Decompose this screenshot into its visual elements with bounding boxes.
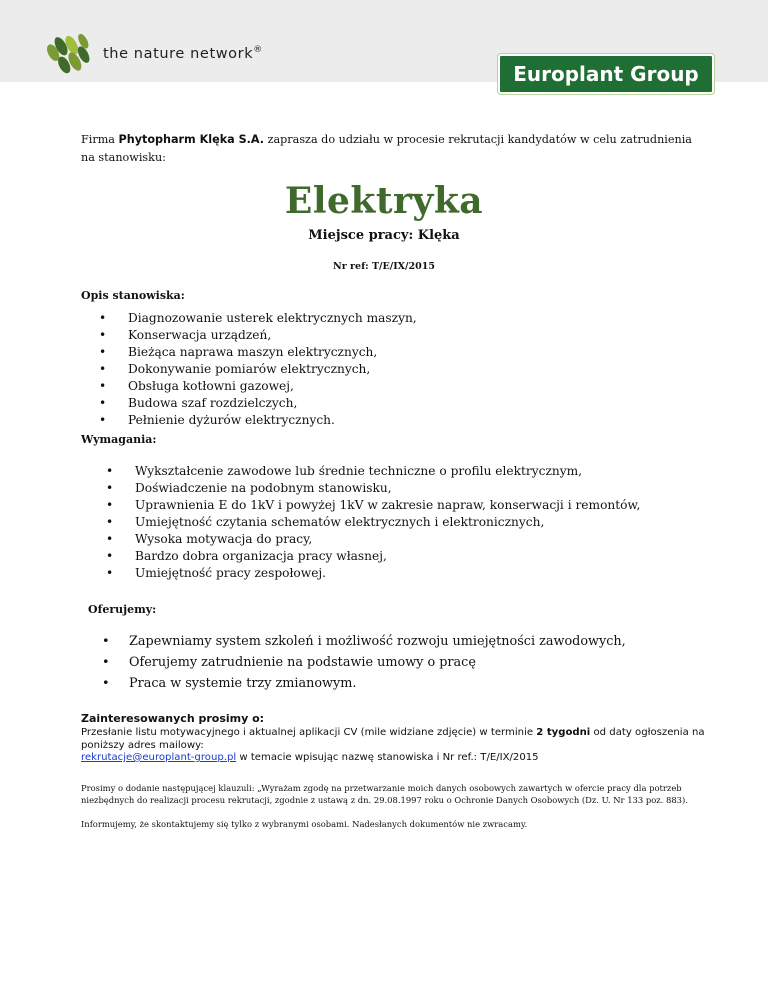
contact-heading: Zainteresowanych prosimy o: [81, 712, 265, 725]
description-heading: Opis stanowiska: [81, 289, 185, 302]
list-item: • Oferujemy zatrudnienie na podstawie umowy o pracę [82, 652, 626, 673]
list-item: • Bieżąca naprawa maszyn elektrycznych, [81, 344, 417, 361]
requirements-heading: Wymagania: [81, 433, 157, 446]
job-title: Elektryka [284, 180, 484, 222]
header-tagline: the nature network® [103, 45, 263, 62]
offer-list [82, 631, 626, 694]
list-item: • Konserwacja urządzeń, [81, 327, 417, 344]
list-item: • Zapewniamy system szkoleń i możliwość rozwoju umiejętności zawodowych, [82, 631, 626, 652]
reference-number: Nr ref: T/E/IX/2015 [333, 261, 435, 272]
list-item: • Diagnozowanie usterek elektrycznych maszyn, [81, 310, 417, 327]
description-list [81, 310, 417, 429]
list-item: • Praca w systemie trzy zmianowym. [82, 673, 626, 694]
email-link[interactable]: rekrutacje@europlant-group.pl [81, 752, 237, 763]
leaf-cluster-logo-icon [44, 30, 100, 78]
closing-notice: Informujemy, że skontaktujemy się tylko z wybranymi osobami. Nadesłanych dokumentów nie zwracamy. [81, 819, 528, 829]
list-item: • Wykształcenie zawodowe lub średnie techniczne o profilu elektrycznym, [88, 463, 640, 480]
brand-badge: Europlant Group [498, 54, 714, 94]
list-item: • Dokonywanie pomiarów elektrycznych, [81, 361, 417, 378]
list-item: • Budowa szaf rozdzielczych, [81, 395, 417, 412]
workplace: Miejsce pracy: Klęka [308, 228, 460, 243]
list-item: • Uprawnienia E do 1kV i powyżej 1kV w zakresie napraw, konserwacji i remontów, [88, 497, 640, 514]
consent-clause: Prosimy o dodanie następującej klauzuli: „Wyrażam zgodę na przetwarzanie moich danych osobowych zawartych w ofercie pracy dla potrzeb niezbędnych do realizacji procesu rekrutacji, zgodnie z ustawą z dn. 29.08.1997 roku o Ochronie Danych Osobowych (Dz. U. Nr 133 poz. 883). [81, 783, 688, 805]
intro-paragraph: Firma Phytopharm Klęka S.A. zaprasza do udziału w procesie rekrutacji kandydatów w celu zatrudnienia na stanowisku: [81, 133, 692, 164]
requirements-list [88, 463, 640, 582]
list-item: • Bardzo dobra organizacja pracy własnej, [88, 548, 640, 565]
deadline: 2 tygodni [536, 727, 591, 738]
list-item: • Pełnienie dyżurów elektrycznych. [81, 412, 417, 429]
list-item: • Doświadczenie na podobnym stanowisku, [88, 480, 640, 497]
company-name: Phytopharm Klęka S.A. [118, 133, 265, 146]
offer-heading: Oferujemy: [88, 603, 157, 616]
list-item: • Obsługa kotłowni gazowej, [81, 378, 417, 395]
list-item: • Umiejętność pracy zespołowej. [88, 565, 640, 582]
list-item: • Wysoka motywacja do pracy, [88, 531, 640, 548]
list-item: • Umiejętność czytania schematów elektrycznych i elektronicznych, [88, 514, 640, 531]
contact-paragraph: Przesłanie listu motywacyjnego i aktualnej aplikacji CV (mile widziane zdjęcie) w terminie 2 tygodni od daty ogłoszenia na poniższy adres mailowy: rekrutacje@europlant-group.pl w temacie wpisując nazwę stanowiska i Nr ref.: T/E/IX/2015 [81, 727, 705, 763]
